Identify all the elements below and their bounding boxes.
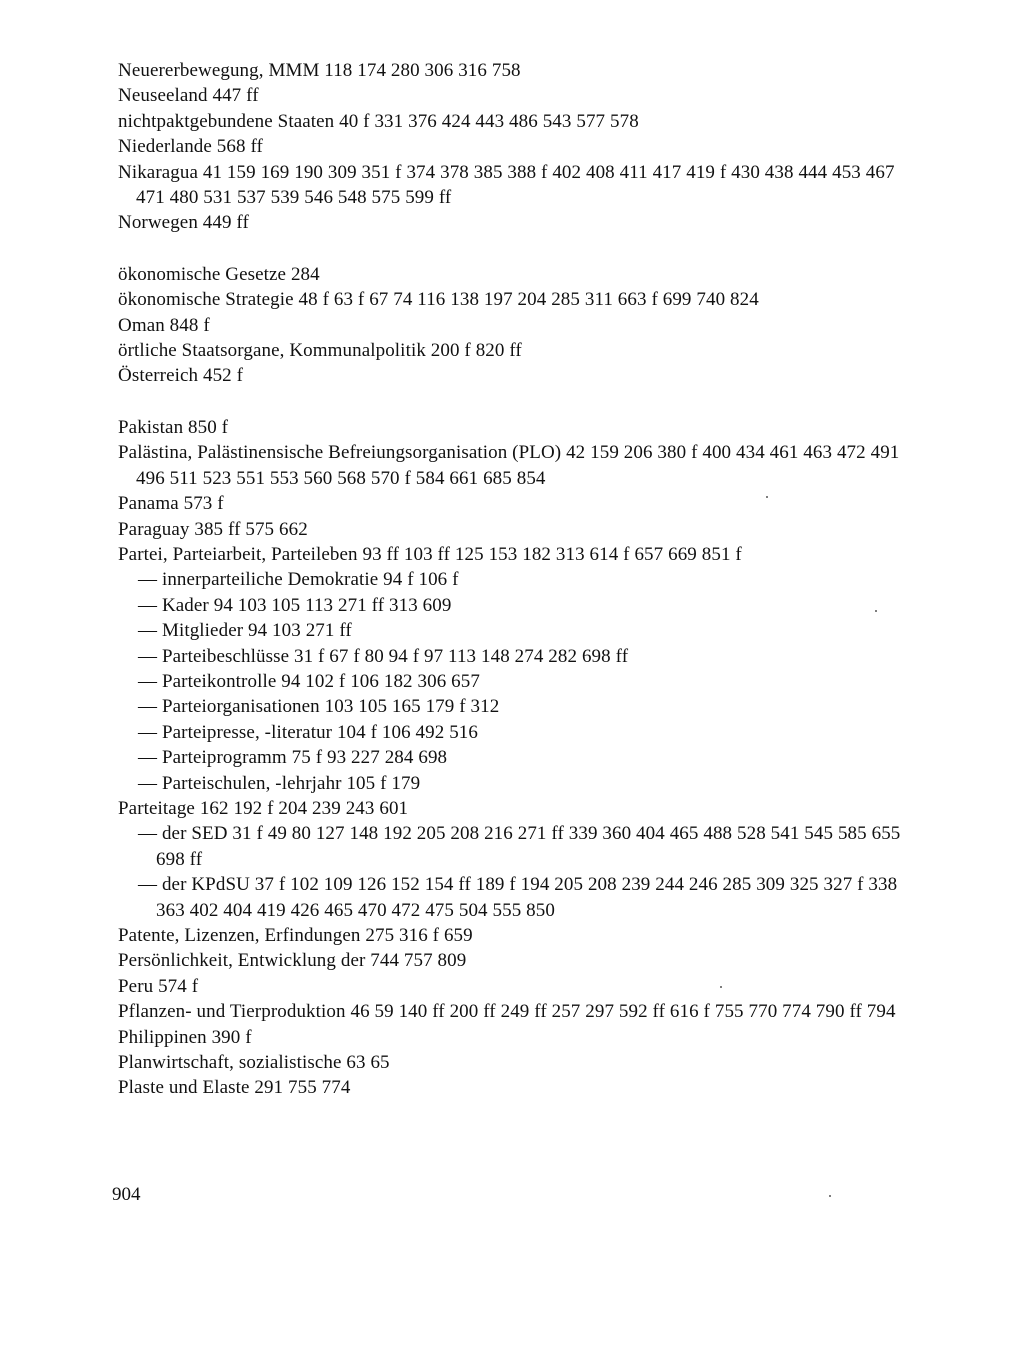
subentry-text: — Parteikontrolle 94 102 f 106 182 306 657 [138, 670, 480, 692]
index-subentry [118, 567, 918, 592]
scan-speck [766, 496, 768, 498]
index-entry: Persönlichkeit, Entwicklung der 744 757 809 [118, 950, 467, 972]
group-separator [118, 389, 918, 415]
subentry-text: — der KPdSU 37 f 102 109 126 152 154 ff 189 f 194 205 208 239 244 246 285 309 325 327 f 338 363 402 404 419 426 465 470 472 475 504 555 850 [138, 874, 898, 921]
subentry-text: — Parteibeschlüsse 31 f 67 f 80 94 f 97 113 148 274 282 698 ff [138, 645, 629, 667]
index-entry: ökonomische Strategie 48 f 63 f 67 74 116 138 197 204 285 311 663 f 699 740 824 [118, 289, 759, 311]
index-entry: Parteitage 162 192 f 204 239 243 601 [118, 797, 409, 819]
index-entry: Norwegen 449 ff [118, 212, 249, 234]
index-subentry [118, 745, 918, 770]
index-entry: Nikaragua 41 159 169 190 309 351 f 374 378 385 388 f 402 408 411 417 419 f 430 438 444 453 467 471 480 531 537 539 546 548 575 599 ff [118, 161, 895, 209]
index-entry: Paraguay 385 ff 575 662 [118, 518, 308, 540]
index-entry: Philippinen 390 f [118, 1026, 252, 1048]
index-entry: Palästina, Palästinensische Befreiungsorganisation (PLO) 42 159 206 380 f 400 434 461 463 472 491 496 511 523 551 553 560 568 570 f 584 661 685 854 [118, 442, 900, 489]
index-entry: Panama 573 f [118, 493, 224, 515]
index-subentry [118, 618, 918, 643]
register-index [118, 58, 918, 1101]
index-subentry [118, 644, 918, 669]
subentry-text: — Parteiprogramm 75 f 93 227 284 698 [138, 747, 448, 769]
index-entry: Planwirtschaft, sozialistische 63 65 [118, 1052, 390, 1074]
index-entry: Pakistan 850 f [118, 416, 229, 438]
index-subentry [118, 821, 918, 872]
index-subentry [118, 593, 918, 618]
index-entry: Partei, Parteiarbeit, Parteileben 93 ff 103 ff 125 153 182 313 614 f 657 669 851 f [118, 543, 742, 565]
index-entry: Österreich 452 f [118, 365, 244, 387]
index-entry: örtliche Staatsorgane, Kommunalpolitik 200 f 820 ff [118, 340, 522, 362]
subentry-text: — Kader 94 103 105 113 271 ff 313 609 [138, 594, 452, 616]
index-subentry [118, 694, 918, 719]
page-number: 904 [112, 1184, 141, 1205]
subentry-text: — Mitglieder 94 103 271 ff [138, 620, 352, 642]
index-entry: Neuererbewegung, MMM 118 174 280 306 316 758 [118, 60, 521, 81]
index-entry: Pflanzen- und Tierproduktion 46 59 140 ff 200 ff 249 ff 257 297 592 ff 616 f 755 770 774 790 ff 794 [118, 1001, 896, 1023]
index-entry: nichtpaktgebundene Staaten 40 f 331 376 424 443 486 543 577 578 [118, 110, 639, 132]
index-entry: Niederlande 568 ff [118, 136, 263, 158]
index-subentry [118, 872, 918, 923]
scan-speck [720, 986, 722, 988]
index-entry: Patente, Lizenzen, Erfindungen 275 316 f 659 [118, 925, 473, 946]
subentry-text: — Parteischulen, -lehrjahr 105 f 179 [138, 772, 421, 794]
scan-speck [875, 610, 877, 612]
index-subentry [118, 669, 918, 694]
index-entry: Oman 848 f [118, 314, 210, 336]
index-subentry [118, 720, 918, 745]
subentry-text: — Parteiorganisationen 103 105 165 179 f 312 [138, 696, 500, 718]
index-entry: Peru 574 f [118, 975, 199, 997]
scan-speck [829, 1195, 831, 1197]
index-entry: Plaste und Elaste 291 755 774 [118, 1077, 351, 1099]
index-entry: ökonomische Gesetze 284 [118, 263, 320, 285]
group-separator [118, 236, 918, 262]
subentry-text: — Parteipresse, -literatur 104 f 106 492 516 [138, 721, 478, 743]
index-entry: Neuseeland 447 ff [118, 85, 259, 107]
subentry-text: — innerparteiliche Demokratie 94 f 106 f [138, 569, 459, 591]
subentry-text: — der SED 31 f 49 80 127 148 192 205 208 216 271 ff 339 360 404 465 488 528 541 545 585 655 698 ff [138, 823, 901, 870]
index-subentry [118, 771, 918, 796]
